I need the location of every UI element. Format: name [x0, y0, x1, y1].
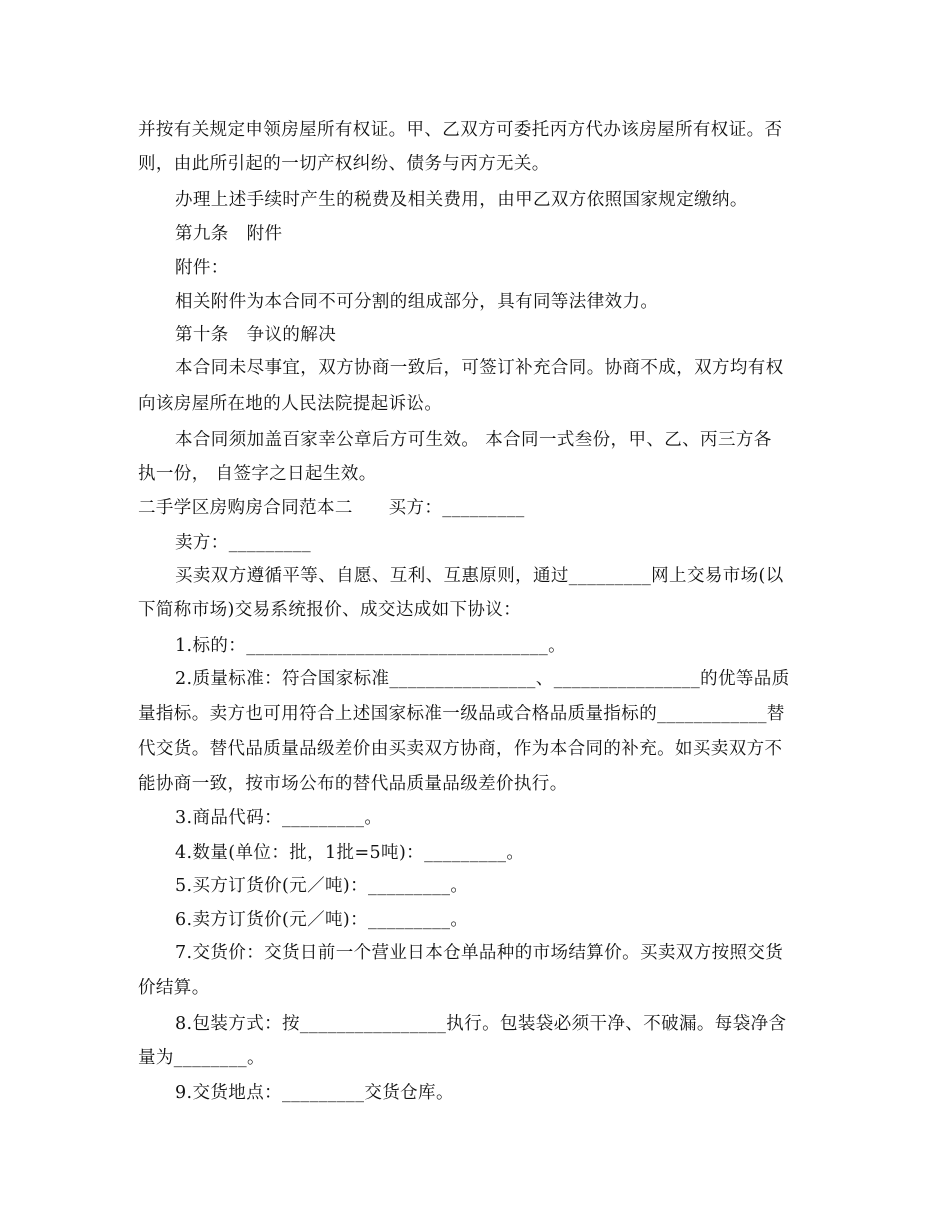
- text-line: 量为________。: [138, 1048, 265, 1068]
- text-line: 买卖双方遵循平等、自愿、互利、互惠原则，通过_________网上交易市场(以: [175, 566, 784, 586]
- text-line: 相关附件为本合同不可分割的组成部分，具有同等法律效力。: [175, 292, 659, 312]
- text-line: 9.交货地点：_________交货仓库。: [175, 1083, 454, 1103]
- text-line: 2.质量标准：符合国家标准________________、________________的优等品质: [175, 669, 790, 689]
- text-line: 能协商一致，按市场公布的替代品质量品级差价执行。: [138, 774, 568, 794]
- text-line: 量指标。卖方也可用符合上述国家标准一级品或合格品质量指标的____________替: [138, 704, 785, 724]
- text-line: 向该房屋所在地的人民法院提起诉讼。: [138, 394, 443, 414]
- text-line: 4.数量(单位：批，1批=5吨)：_________。: [175, 843, 525, 863]
- text-line: 则，由此所引起的一切产权纠纷、债务与丙方无关。: [138, 154, 550, 174]
- text-line: 办理上述手续时产生的税费及相关费用，由甲乙双方依照国家规定缴纳。: [175, 190, 748, 210]
- text-line: 附件：: [175, 258, 229, 278]
- text-line: 本合同须加盖百家幸公章后方可生效。 本合同一式叁份，甲、乙、丙三方各: [175, 430, 772, 450]
- text-line: 8.包装方式：按________________执行。包装袋必须干净、不破漏。每袋净含: [175, 1014, 787, 1034]
- section-heading: 第九条 附件: [175, 224, 283, 244]
- text-line: 代交货。替代品质量品级差价由买卖双方协商，作为本合同的补充。如买卖双方不: [138, 739, 783, 759]
- text-line: 7.交货价：交货日前一个营业日本仓单品种的市场结算价。买卖双方按照交货: [175, 943, 784, 963]
- text-line: 本合同未尽事宜，双方协商一致后，可签订补充合同。协商不成，双方均有权: [175, 358, 784, 378]
- text-line: 并按有关规定申领房屋所有权证。甲、乙双方可委托丙方代办该房屋所有权证。否: [138, 120, 783, 140]
- text-line: 执一份， 自签字之日起生效。: [138, 464, 377, 484]
- text-line: 1.标的：_________________________________。: [175, 636, 567, 656]
- text-line: 价结算。: [138, 978, 210, 998]
- text-line: 下简称市场)交易系统报价、成交达成如下协议：: [138, 600, 522, 620]
- text-line: 卖方：_________: [175, 533, 312, 553]
- section-heading: 第十条 争议的解决: [175, 325, 337, 345]
- text-line: 6.卖方订货价(元／吨)：_________。: [175, 910, 469, 930]
- text-line: 5.买方订货价(元／吨)：_________。: [175, 876, 469, 896]
- text-line: 3.商品代码：_________。: [175, 808, 383, 828]
- document-title: 二手学区房购房合同范本二 买方：_________: [138, 498, 525, 518]
